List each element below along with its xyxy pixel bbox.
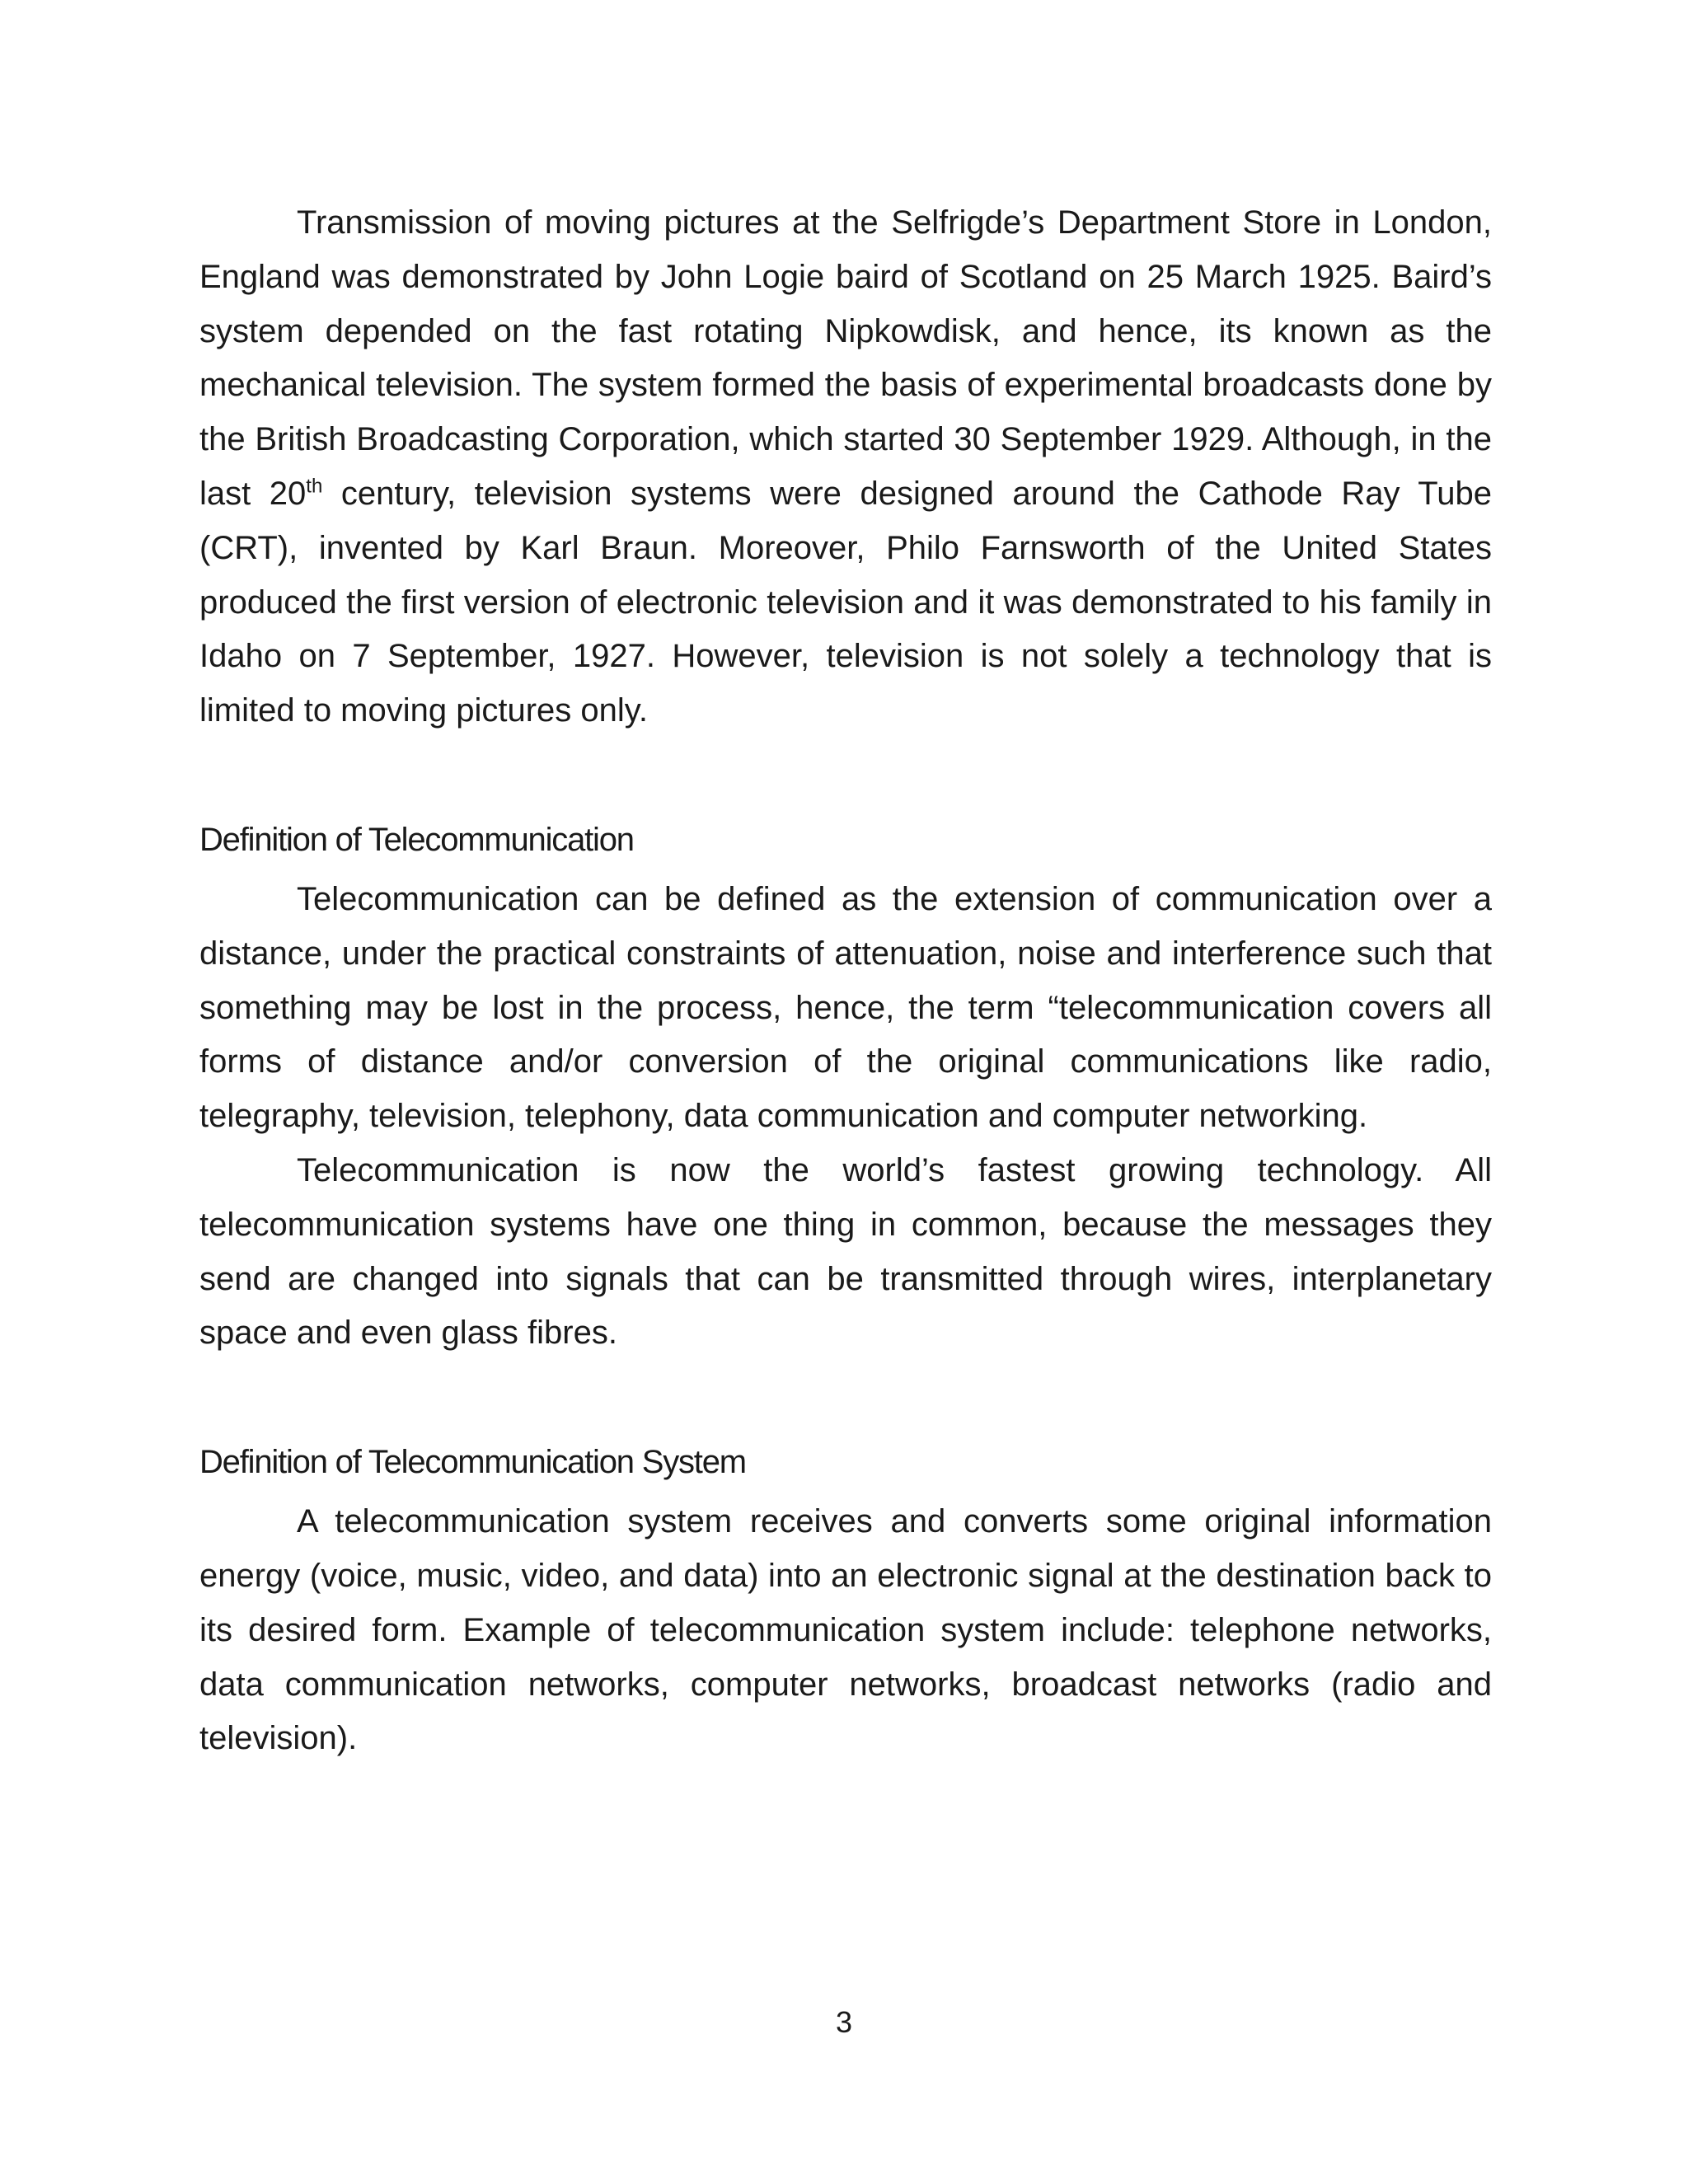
page-number: 3 bbox=[835, 2005, 853, 2039]
superscript-ordinal: th bbox=[306, 475, 323, 498]
section-heading-telecommunication-system: Definition of Telecommunication System bbox=[199, 1444, 746, 1481]
paragraph-text-before-superscript: Transmission of moving pictures at the Selfrigde’s Department Store in London, England was demonstrated by John Logie baird of Scotland on 25 March 1925. Baird’s system depended on the fast rotating Nipkowdisk, and hence, its known as the mechanical television. The system formed the basis of experimental broadcasts done by the British Broadcasting Corporation, which started 30 September 1929. Although, in the last 20 bbox=[199, 204, 1492, 512]
paragraph-telecommunication-growth: Telecommunication is now the world’s fastest growing technology. All telecommunication systems have one thing in common, because the messages they send are changed into signals that can be transmitted through wires, interplanetary space and even glass fibres. bbox=[199, 1151, 1492, 1352]
paragraph-telecommunication-system-definition: A telecommunication system receives and converts some original information energy (voice, music, video, and data) into an electronic signal at the destination back to its desired form. Example of telecommunication system include: telephone networks, data communication networks, computer networks, broadcast networks (radio and television). bbox=[199, 1503, 1492, 1757]
page-content bbox=[199, 196, 1492, 1766]
paragraph-television-history bbox=[199, 196, 1492, 738]
paragraph-telecommunication-definition: Telecommunication can be defined as the extension of communication over a distance, under the practical constraints of attenuation, noise and interference such that something may be lost in the process, hence, the term “telecommunication covers all forms of distance and/or conversion of the original communications like radio, telegraphy, television, telephony, data communication and computer networking. bbox=[199, 880, 1492, 1135]
paragraph-text-after-superscript: century, television systems were designed around the Cathode Ray Tube (CRT), invented by Karl Braun. Moreover, Philo Farnsworth of the United States produced the first version of electronic television and it was demonstrated to his family in Idaho on 7 September, 1927. However, television is not solely a technology that is limited to moving pictures only. bbox=[199, 475, 1492, 729]
section-heading-telecommunication: Definition of Telecommunication bbox=[199, 821, 634, 858]
